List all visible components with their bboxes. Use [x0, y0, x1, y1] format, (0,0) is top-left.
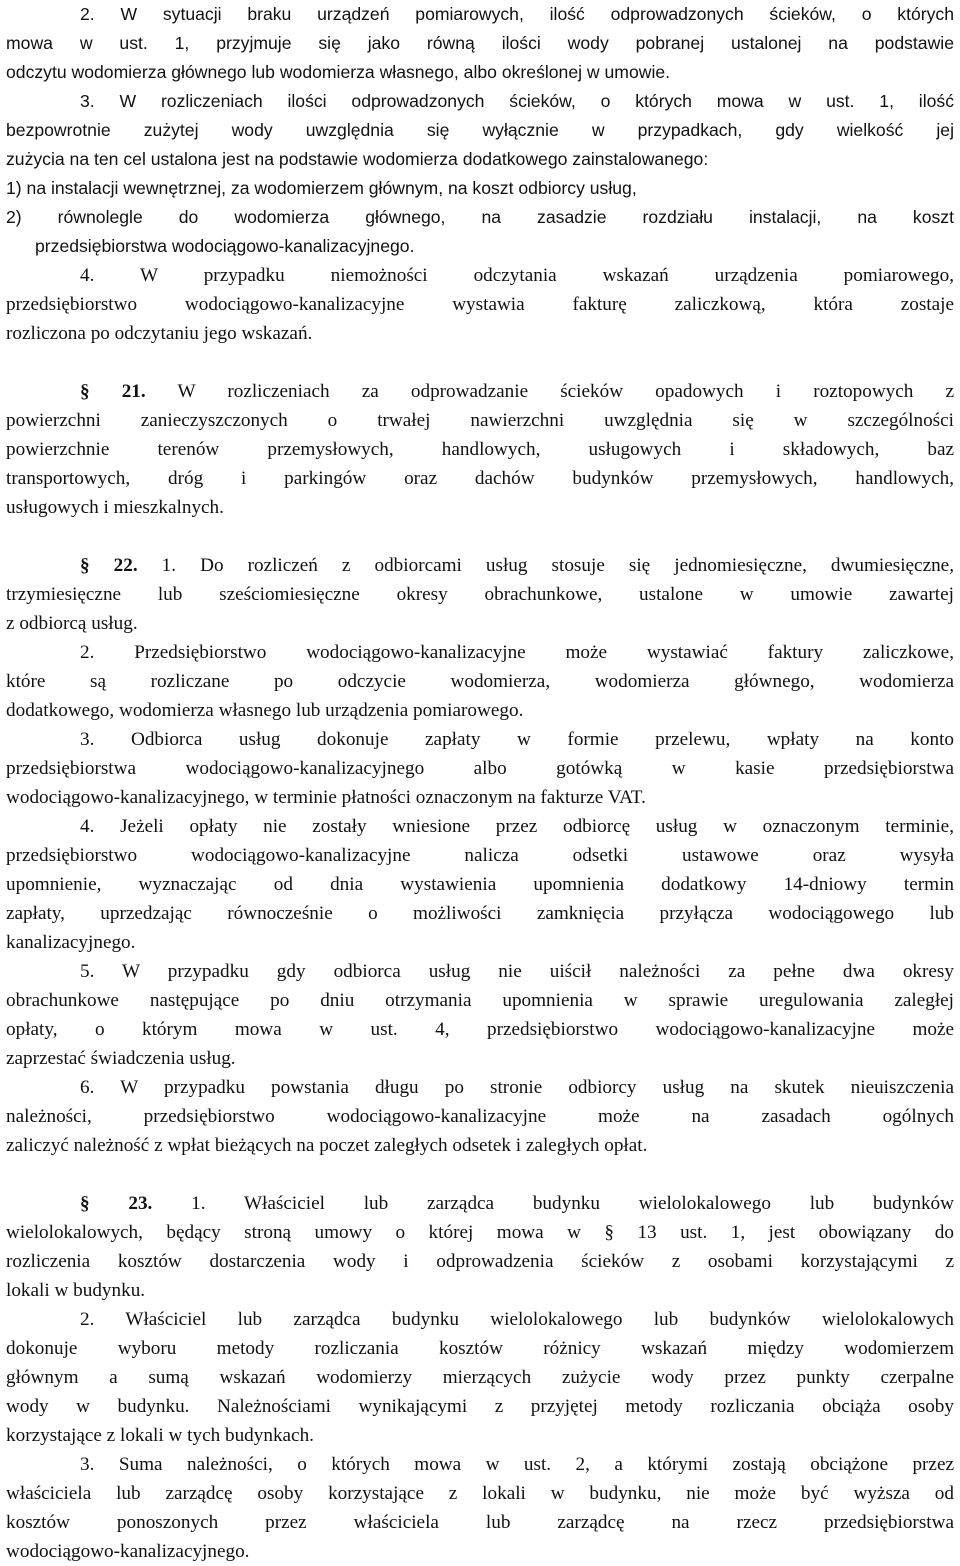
text-line: przedsiębiorstwa wodociągowo-kanalizacyjnego albo gotówką w kasie przedsiębiorstwa: [6, 758, 954, 779]
text-line: które są rozliczane po odczycie wodomierza, wodomierza głównego, wodomierza: [6, 671, 954, 692]
text-line: opłaty, o którym mowa w ust. 4, przedsiębiorstwo wodociągowo-kanalizacyjne może: [6, 1019, 954, 1040]
text-line: zapłaty, uprzedzając równocześnie o możliwości zamknięcia przyłącza wodociągowego lub: [6, 903, 954, 924]
text-line: wielolokalowych, będący stroną umowy o której mowa w § 13 ust. 1, jest obowiązany do: [6, 1222, 954, 1243]
text-line: zaprzestać świadczenia usług.: [6, 1048, 236, 1069]
text-line: przedsiębiorstwo wodociągowo-kanalizacyjne wystawia fakturę zaliczkową, która zostaje: [6, 294, 954, 315]
text-line: 2. Właściciel lub zarządca budynku wielolokalowego lub budynków wielolokalowych: [80, 1309, 954, 1330]
text-line: usługowych i mieszkalnych.: [6, 497, 224, 518]
text-line: zaliczyć należność z wpłat bieżących na poczet zaległych odsetek i zaległych opłat.: [6, 1135, 648, 1156]
text-line: dodatkowego, wodomierza własnego lub urządzenia pomiarowego.: [6, 700, 524, 721]
text-line: rozliczenia kosztów dostarczenia wody i odprowadzenia ścieków z osobami korzystającymi z: [6, 1251, 954, 1272]
text-line: upomnienie, wyznaczając od dnia wystawienia upomnienia dodatkowy 14-dniowy termin: [6, 874, 954, 895]
paragraph-21-heading-line: § 21. W rozliczeniach za odprowadzanie ścieków opadowych i roztopowych z: [80, 381, 955, 402]
paragraph-23-heading-line: § 23. 1. Właściciel lub zarządca budynku wielolokalowego lub budynków: [80, 1193, 954, 1214]
paragraph-22-heading-line: § 22. 1. Do rozliczeń z odbiorcami usług stosuje się jednomiesięczne, dwumiesięczne,: [80, 555, 954, 576]
text-line: z odbiorcą usług.: [6, 613, 138, 634]
text-line: 4. Jeżeli opłaty nie zostały wniesione przez odbiorcę usług w oznaczonym terminie,: [80, 816, 954, 837]
text-line: zużycia na ten cel ustalona jest na podstawie wodomierza dodatkowego zainstalowanego:: [6, 149, 709, 169]
paragraph-number: § 23.: [80, 1193, 153, 1214]
text-line: obrachunkowe następujące po dniu otrzymania upomnienia w sprawie uregulowania zaległej: [6, 990, 954, 1011]
text-line: bezpowrotnie zużytej wody uwzględnia się wyłącznie w przypadkach, gdy wielkość jej: [6, 120, 954, 140]
text-line: 3. Suma należności, o których mowa w ust. 2, a którymi zostają obciążone przez: [80, 1454, 954, 1475]
text-line: 3. Odbiorca usług dokonuje zapłaty w formie przelewu, wpłaty na konto: [80, 729, 954, 750]
paragraph-number: § 21.: [80, 381, 146, 402]
text-line: kanalizacyjnego.: [6, 932, 136, 953]
text-line: trzymiesięczne lub sześciomiesięczne okresy obrachunkowe, ustalone w umowie zawartej: [6, 584, 954, 605]
text-line: wodociągowo-kanalizacyjnego, w terminie płatności oznaczonym na fakturze VAT.: [6, 787, 646, 808]
text-line: 2. W sytuacji braku urządzeń pomiarowych, ilość odprowadzonych ścieków, o których: [80, 4, 954, 24]
text-line: 2) równolegle do wodomierza głównego, na zasadzie rozdziału instalacji, na koszt: [6, 207, 954, 227]
paragraph-number: § 22.: [80, 555, 138, 576]
text-line: 6. W przypadku powstania długu po stronie odbiorcy usług na skutek nieuiszczenia: [80, 1077, 954, 1098]
text-line: powierzchni zanieczyszczonych o trwałej nawierzchni uwzględnia się w szczególności: [6, 410, 954, 431]
text-line: korzystające z lokali w tych budynkach.: [6, 1425, 314, 1446]
text-line: 3. W rozliczeniach ilości odprowadzonych ścieków, o których mowa w ust. 1, ilość: [80, 91, 954, 111]
text-line: 5. W przypadku gdy odbiorca usług nie uiścił należności za pełne dwa okresy: [80, 961, 954, 982]
text-line: przedsiębiorstwo wodociągowo-kanalizacyjne nalicza odsetki ustawowe oraz wysyła: [6, 845, 954, 866]
text-line: 1) na instalacji wewnętrznej, za wodomierzem głównym, na koszt odbiorcy usług,: [6, 178, 637, 198]
text-line: przedsiębiorstwa wodociągowo-kanalizacyjnego.: [35, 236, 415, 256]
text-line: należności, przedsiębiorstwo wodociągowo-kanalizacyjne może na zasadach ogólnych: [6, 1106, 954, 1127]
text-line: właściciela lub zarządcę osoby korzystające z lokali w budynku, nie może być wyższa od: [6, 1483, 954, 1504]
text-line: 2. Przedsiębiorstwo wodociągowo-kanalizacyjne może wystawiać faktury zaliczkowe,: [80, 642, 954, 663]
text-line: rozliczona po odczytaniu jego wskazań.: [6, 323, 313, 344]
text-line: głównym a sumą wskazań wodomierzy mierzących zużycie wody przez punkty czerpalne: [6, 1367, 954, 1388]
text-line: transportowych, dróg i parkingów oraz dachów budynków przemysłowych, handlowych,: [6, 468, 954, 489]
text-line: kosztów ponoszonych przez właściciela lub zarządcę na rzecz przedsiębiorstwa: [6, 1512, 954, 1533]
text-line: powierzchnie terenów przemysłowych, handlowych, usługowych i składowych, baz: [6, 439, 954, 460]
text-line: 4. W przypadku niemożności odczytania wskazań urządzenia pomiarowego,: [80, 265, 954, 286]
text-line: odczytu wodomierza głównego lub wodomierza własnego, albo określonej w umowie.: [6, 62, 671, 82]
text-line: dokonuje wyboru metody rozliczania kosztów różnicy wskazań między wodomierzem: [6, 1338, 954, 1359]
text-line: mowa w ust. 1, przyjmuje się jako równą ilości wody pobranej ustalonej na podstawie: [6, 33, 954, 53]
text-line: lokali w budynku.: [6, 1280, 146, 1301]
text-line: wody w budynku. Należnościami wynikającymi z przyjętej metody rozliczania obciąża osoby: [6, 1396, 954, 1417]
text-line: wodociągowo-kanalizacyjnego.: [6, 1541, 250, 1562]
